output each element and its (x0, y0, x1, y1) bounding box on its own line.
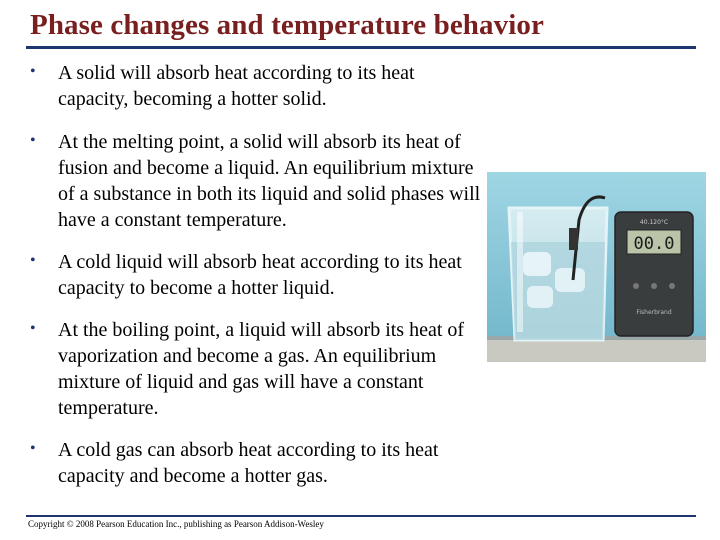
photo-illustration (487, 172, 706, 362)
bullet-item: • A solid will absorb heat according to its heat capacity, becoming a hotter solid. (28, 60, 488, 112)
meter-display: 00.0 (633, 234, 675, 254)
title-underline (26, 46, 696, 49)
probe-tip (569, 228, 578, 250)
meter-button (651, 283, 657, 289)
bullet-item: • At the boiling point, a liquid will absorb its heat of vaporization and become a gas. An equilibrium mixture of liquid and gas will have a constant temperature. (28, 317, 488, 421)
beaker (509, 208, 607, 340)
bullet-icon: • (30, 440, 36, 457)
copyright-notice: Copyright © 2008 Pearson Education Inc., publishing as Pearson Addison-Wesley (28, 519, 324, 529)
ice-cube (527, 286, 553, 308)
ice-cube (555, 268, 585, 292)
bullet-icon: • (30, 252, 36, 269)
ice-cube (523, 252, 551, 276)
bullet-list (28, 60, 488, 489)
bullet-item: • A cold gas can absorb heat according to its heat capacity and become a hotter gas. (28, 437, 488, 489)
bullet-icon: • (30, 320, 36, 337)
bullet-icon: • (30, 63, 36, 80)
bullet-item: • At the melting point, a solid will absorb its heat of fusion and become a liquid. An equilibrium mixture of a substance in both its liquid and solid phases will have a constant temperature. (28, 129, 488, 233)
slide-title: Phase changes and temperature behavior (30, 9, 544, 41)
meter-button (669, 283, 675, 289)
footer-rule (26, 515, 696, 517)
beaker-thermometer-photo (487, 172, 706, 362)
bullet-icon: • (30, 132, 36, 149)
digital-thermometer (615, 212, 693, 336)
meter-top-label: 40.120°C (639, 219, 669, 226)
meter-button (633, 283, 639, 289)
meter-brand: Fisherbrand (636, 309, 672, 316)
bullet-item: • A cold liquid will absorb heat according to its heat capacity to become a hotter liquid. (28, 249, 488, 301)
